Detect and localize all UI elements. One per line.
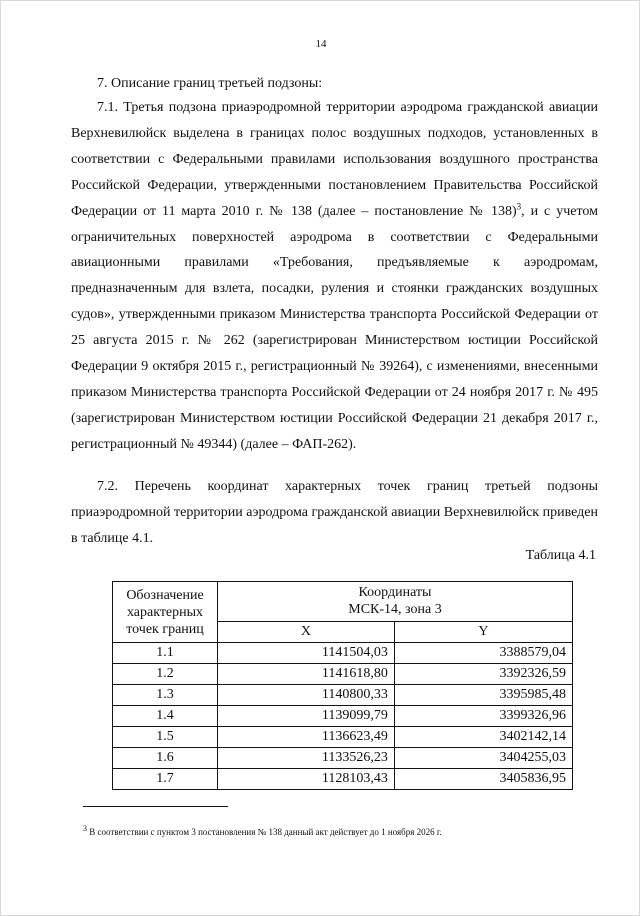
point-cell: 1.2: [113, 664, 218, 685]
y-cell: 3388579,04: [394, 643, 572, 664]
x-cell: 1128103,43: [218, 769, 395, 790]
coordinates-column-header: [218, 582, 573, 622]
section-heading: 7. Описание границ третьей подзоны:: [97, 76, 323, 91]
y-cell: 3399326,96: [394, 706, 572, 727]
paragraph-7-2: 7.2. Перечень координат характерных точек границ третьей подзоны приаэродромной территории аэродрома гражданской авиации Верхневилюйск приведен в таблице 4.1.: [71, 479, 598, 546]
coordinates-table: [112, 581, 573, 790]
y-cell: 3392326,59: [394, 664, 572, 685]
paragraph-7-1: [71, 95, 598, 458]
paragraph-7-1-text: 7.1. Третья подзона приаэродромной территории аэродрома гражданской авиации Верхневилюйск выделена в границах полос воздушных подходов, установленных в соответствии с Федеральными правилами использования воздушного пространства Российской Федерации, утвержденными постановлением Правительства Российской Федерации от 11 марта 2010 г. № 138 (далее – постановление № 138): [71, 100, 598, 219]
table-row: [113, 643, 573, 664]
y-cell: 3395985,48: [394, 685, 572, 706]
x-column-header: X: [218, 621, 395, 642]
table-row: [113, 748, 573, 769]
table-caption: Таблица 4.1: [525, 548, 596, 563]
table-row: [113, 664, 573, 685]
y-cell: 3405836,95: [394, 769, 572, 790]
x-cell: 1141504,03: [218, 643, 395, 664]
table-row: [113, 706, 573, 727]
table-row: [113, 685, 573, 706]
point-cell: 1.3: [113, 685, 218, 706]
x-cell: 1136623,49: [218, 727, 395, 748]
point-cell: 1.7: [113, 769, 218, 790]
footnote-reference[interactable]: 3: [516, 200, 522, 211]
point-cell: 1.6: [113, 748, 218, 769]
x-cell: 1133526,23: [218, 748, 395, 769]
y-column-header: Y: [394, 621, 572, 642]
point-cell: 1.1: [113, 643, 218, 664]
table-row: [113, 727, 573, 748]
table-row: [113, 769, 573, 790]
points-header-line: точек границ: [126, 621, 204, 637]
table-header-row: [113, 582, 573, 622]
points-column-header: [113, 582, 218, 643]
y-cell: 3404255,03: [394, 748, 572, 769]
point-cell: 1.5: [113, 727, 218, 748]
paragraph-7-1-continuation: , и с учетом ограничительных поверхностей аэродрома в соответствии с Федеральными авиационными правилами «Требования, предъявляемые к аэродромам, предназначенным для взлета, посадки, руления и стоянки гражданских воздушных судов», утвержденными приказом Министерства транспорта Российской Федерации от 25 августа 2015 г. № 262 (зарегистрирован Министерством юстиции Российской Федерации 9 октября 2015 г., регистрационный № 39264), с изменениями, внесенными приказом Министерства транспорта Российской Федерации от 24 ноября 2017 г. № 495 (зарегистрирован Министерством юстиции Российской Федерации 21 декабря 2017 г., регистрационный № 49344) (далее – ФАП-262).: [71, 203, 598, 452]
coordinates-header-line: Координаты: [358, 585, 432, 601]
page-number: 14: [315, 38, 327, 50]
footnote-mark: 3: [83, 824, 87, 833]
footnote-divider: [83, 806, 228, 807]
point-cell: 1.4: [113, 706, 218, 727]
x-cell: 1140800,33: [218, 685, 395, 706]
points-header-line: характерных: [126, 604, 204, 620]
coordinates-header-line: МСК-14, зона 3: [348, 602, 442, 618]
footnote-text: В соответствии с пунктом 3 постановления № 138 данный акт действует до 1 ноября 2026 г.: [87, 827, 442, 837]
x-cell: 1141618,80: [218, 664, 395, 685]
y-cell: 3402142,14: [394, 727, 572, 748]
points-header-line: Обозначение: [126, 587, 204, 603]
x-cell: 1139099,79: [218, 706, 395, 727]
footnote: [83, 824, 442, 837]
